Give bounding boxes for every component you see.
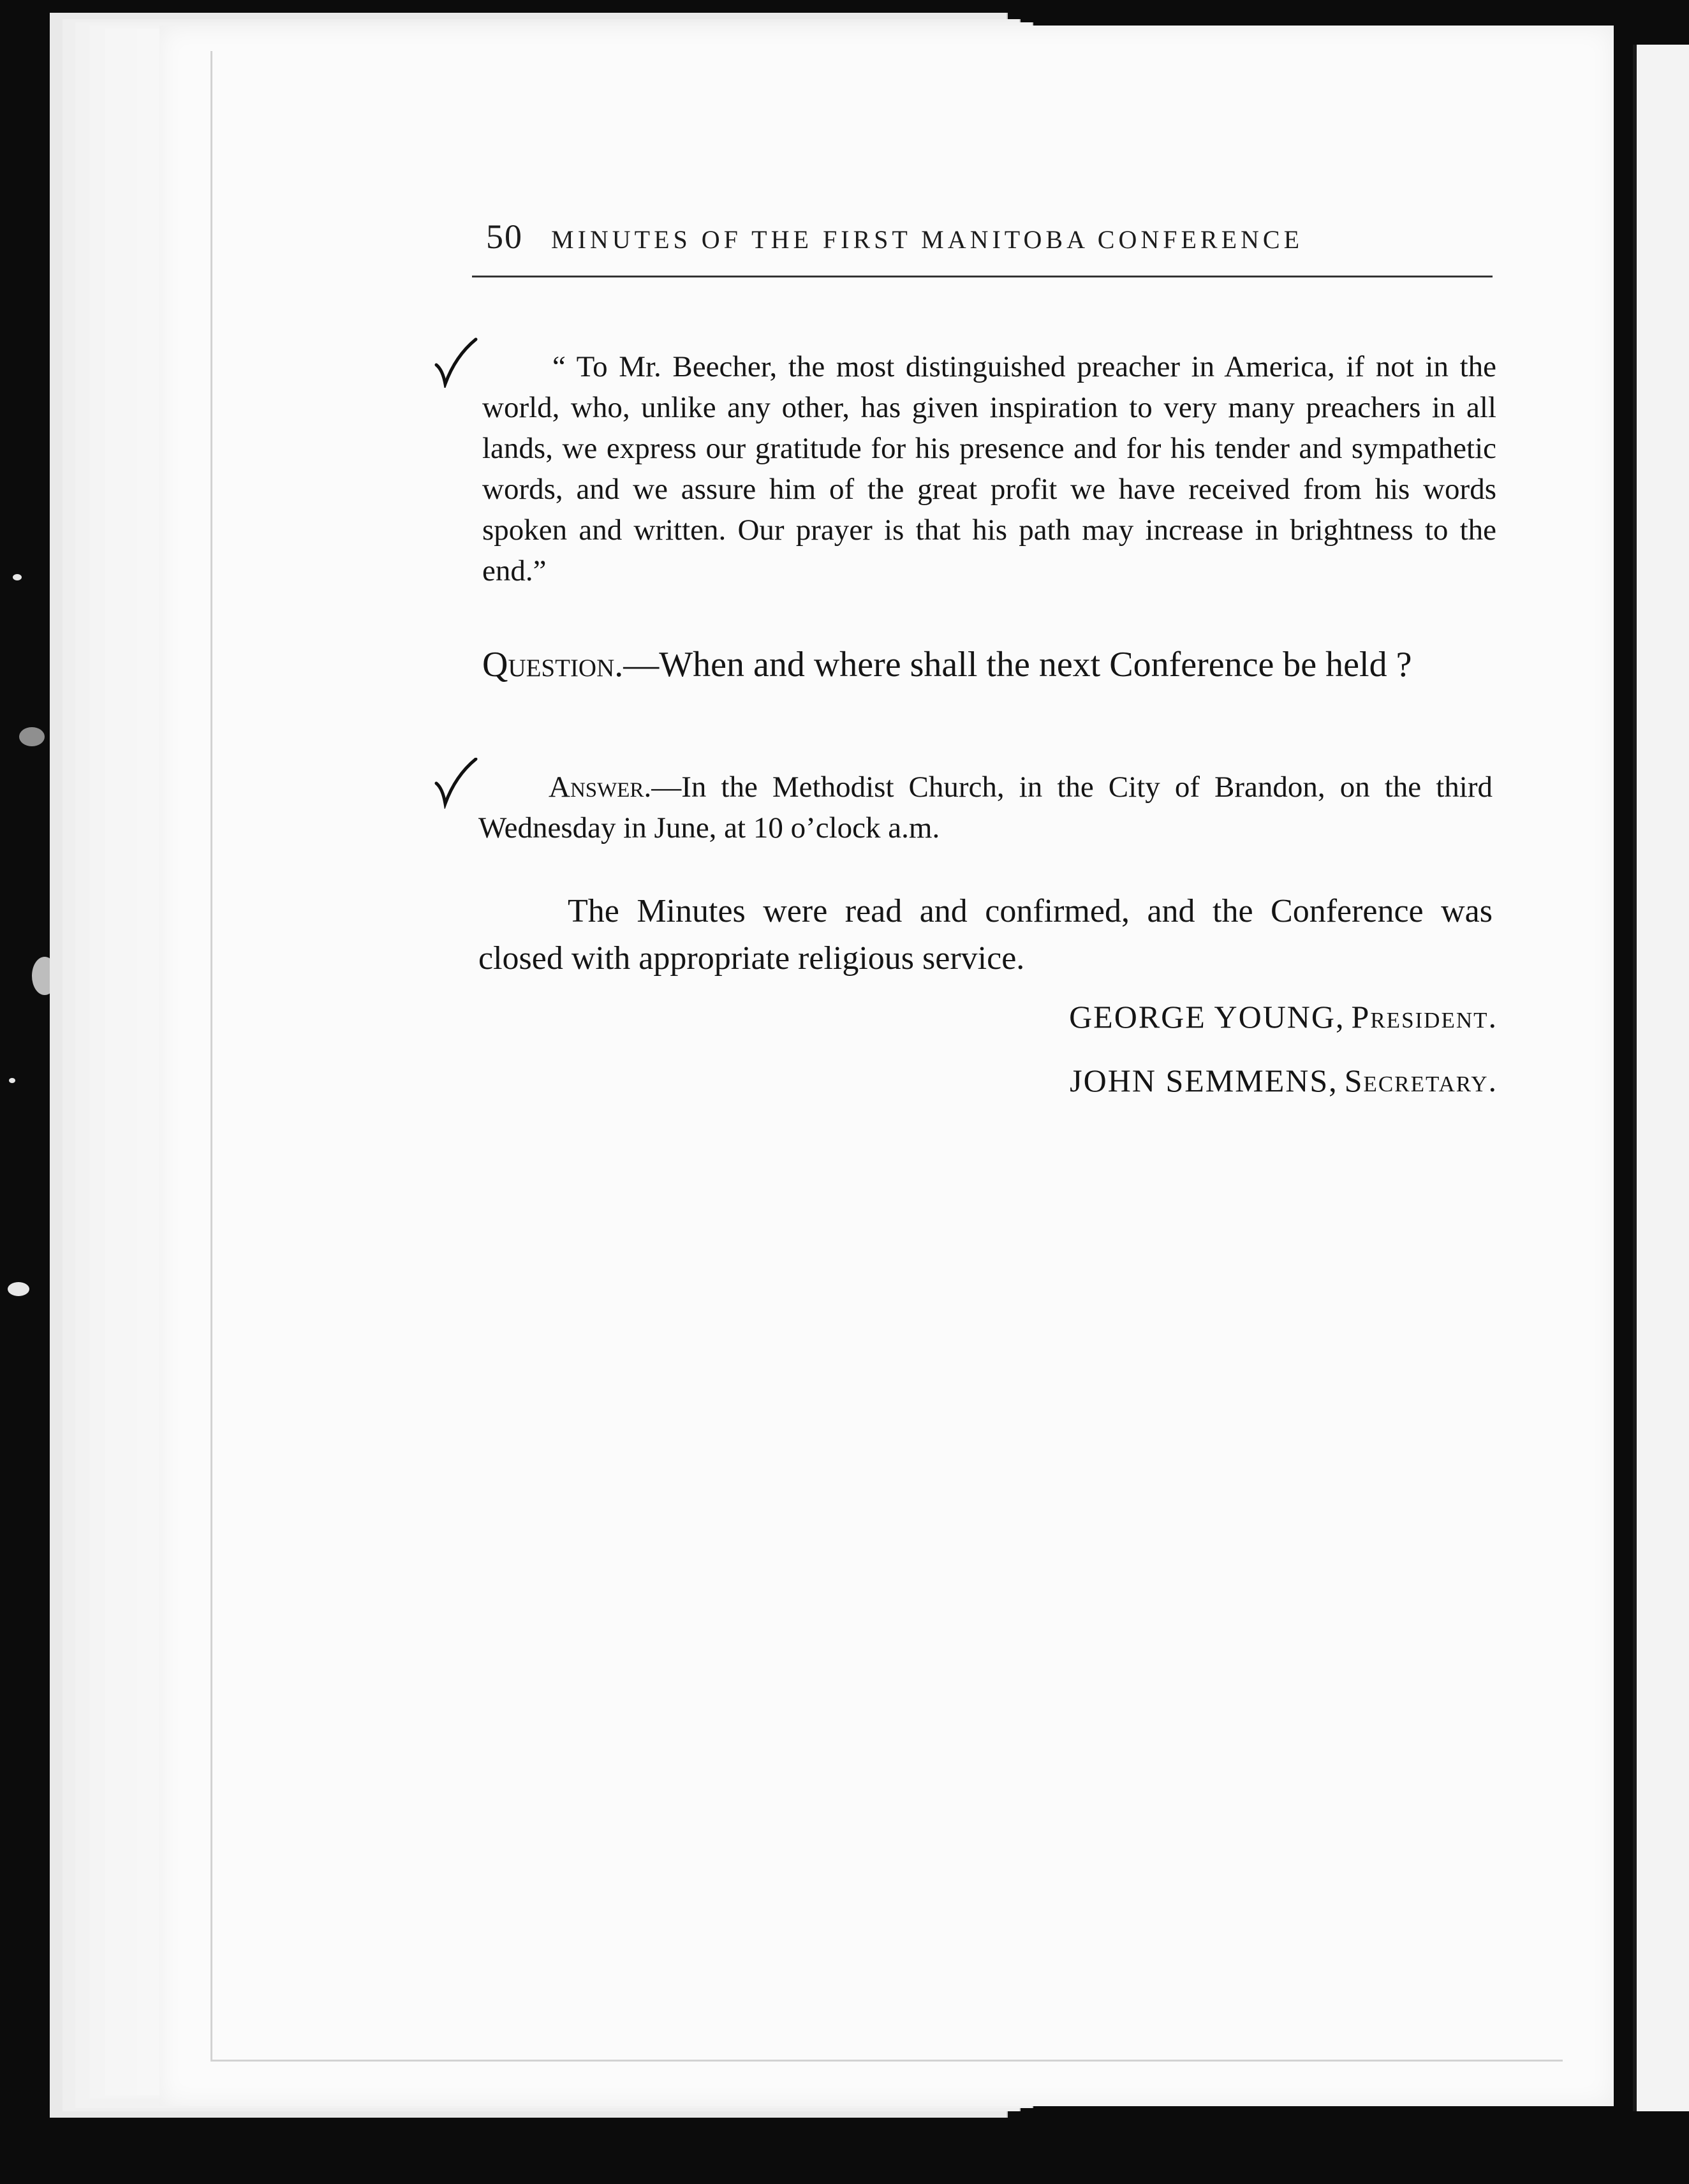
signature-name: GEORGE YOUNG, <box>1069 999 1345 1035</box>
checkmark-icon <box>434 758 478 809</box>
question-text: —When and where shall the next Conference be held ? <box>623 645 1412 684</box>
signature-president <box>1069 998 1498 1035</box>
question-paragraph <box>482 642 1570 688</box>
answer-paragraph <box>478 767 1493 848</box>
signature-role: Secretary. <box>1344 1063 1498 1098</box>
question-label: Question. <box>482 645 624 684</box>
answer-label: Answer. <box>549 771 652 804</box>
answer-text: —In the Methodist Church, in the City of Brandon, on the third Wednesday in June, at 10 o’clock a.m. <box>478 771 1493 845</box>
signature-role: President. <box>1351 999 1498 1035</box>
scan-speck <box>9 1078 15 1083</box>
running-title: MINUTES OF THE FIRST MANITOBA CONFERENCE <box>551 225 1304 254</box>
scan-speck <box>19 727 45 746</box>
scan-speck <box>8 1282 29 1296</box>
resolution-paragraph: “ To Mr. Beecher, the most distinguished preacher in America, if not in the world, who, unlike any other, has given inspiration to very many preachers in all lands, we express our gratitude for his presence and for his tender and sympathetic words, and we assure him of the great profit we have received from his words spoken and written. Our prayer is that his path may increase in brightness to the end.” <box>482 350 1496 587</box>
signature-name: JOHN SEMMENS, <box>1070 1063 1338 1098</box>
signature-secretary <box>1070 1062 1498 1099</box>
closing-paragraph: The Minutes were read and confirmed, and the Conference was closed with appropriate religious service. <box>478 893 1493 977</box>
running-head <box>486 217 1411 256</box>
scan-speck <box>13 574 22 580</box>
header-rule <box>472 276 1493 277</box>
checkmark-icon <box>434 337 478 388</box>
page-number: 50 <box>486 218 523 256</box>
facing-page-edge <box>1633 45 1689 2111</box>
